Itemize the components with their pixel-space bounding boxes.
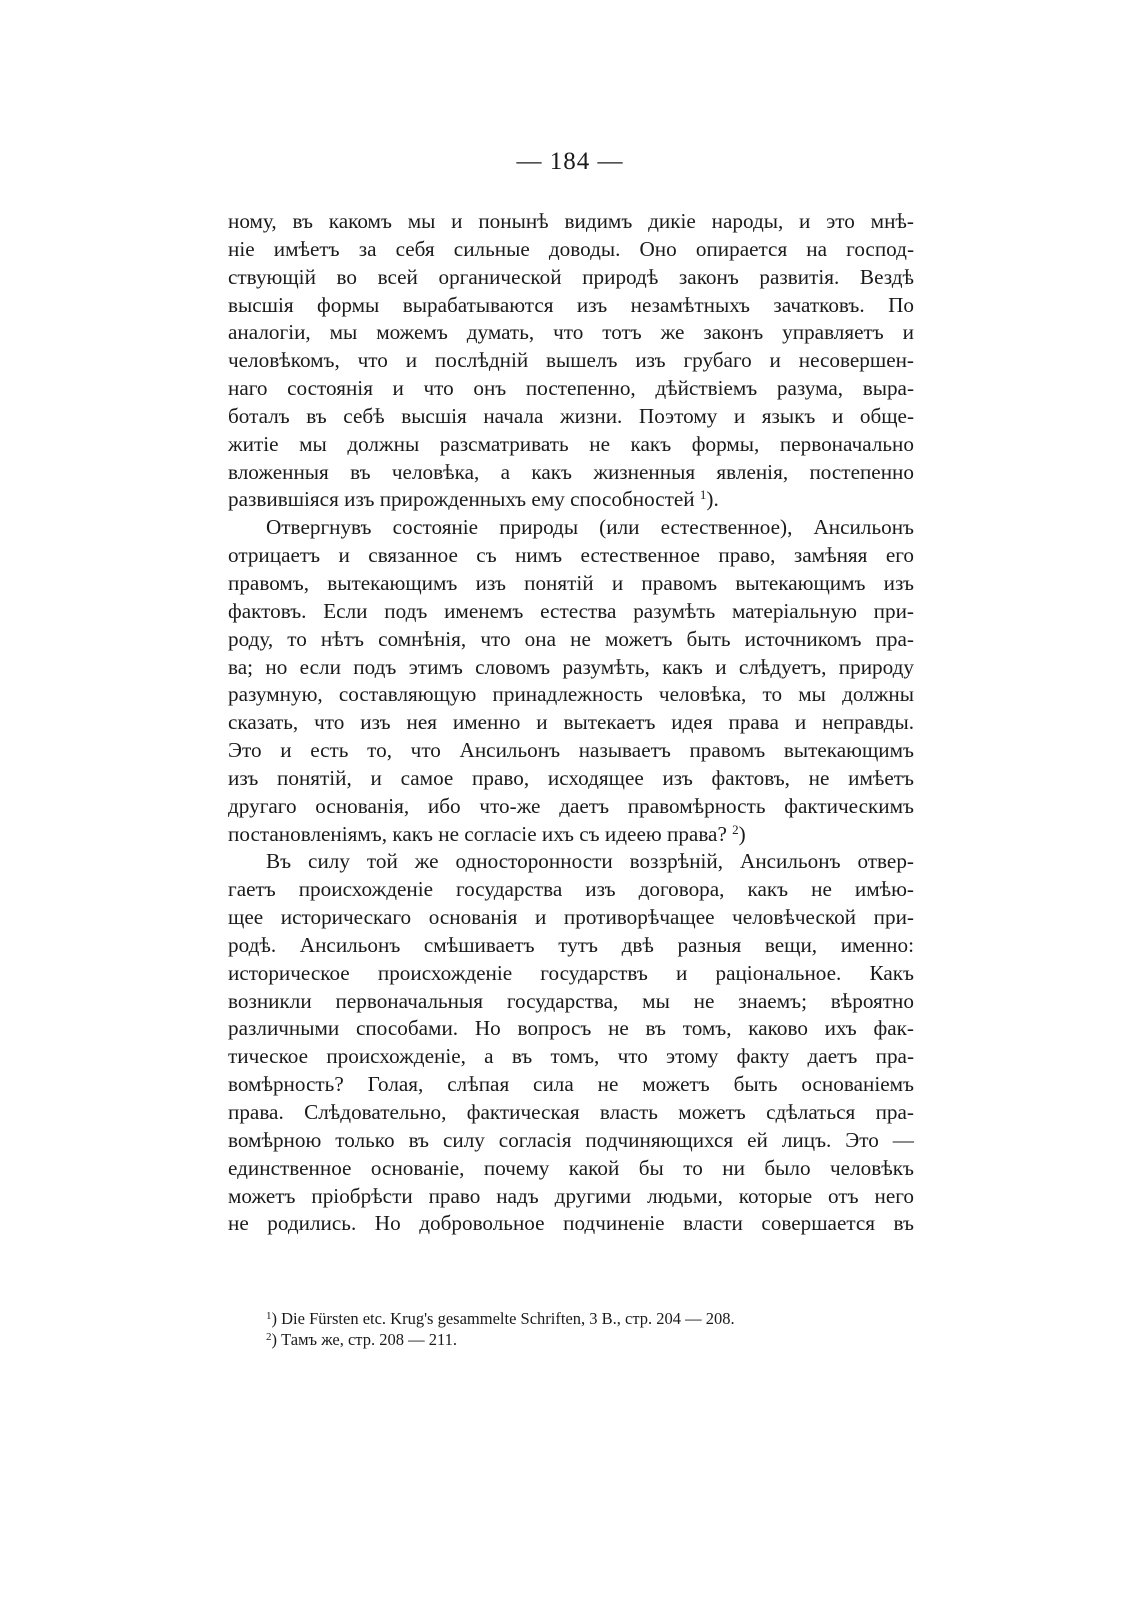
text-line: родѣ. Ансильонъ смѣшиваетъ тутъ двѣ разныя вещи, именно: [228, 932, 914, 957]
page-number: — 184 — [516, 148, 624, 175]
text-line [228, 486, 914, 514]
footnote-ref: 2 [732, 821, 739, 837]
text-line: житіе мы должны разсматривать не какъ формы, первоначально [228, 431, 914, 456]
text-line: ствующій во всей органической природѣ законъ развитія. Вездѣ [228, 264, 914, 289]
text-line: возникли первоначальныя государства, мы не знаемъ; вѣроятно [228, 988, 914, 1013]
line-text-tail: ). [706, 487, 719, 512]
text-line: права. Слѣдовательно, фактическая власть можетъ сдѣлаться пра- [228, 1100, 914, 1124]
text-line: вложенныя въ человѣка, а какъ жизненныя явленія, постепенно [228, 459, 914, 484]
text-line: Это и есть то, что Ансильонъ называетъ правомъ вытекающимъ [228, 738, 914, 763]
text-line: историческое происхожденіе государствъ и раціональное. Какъ [228, 960, 914, 985]
line-text: постановленіямъ, какъ не согласіе ихъ съ идеею права? [228, 821, 727, 846]
footnote [266, 1329, 735, 1350]
text-line: аналогіи, мы можемъ думать, что тотъ же законъ управляетъ и [228, 320, 914, 345]
footnote-mark: 2 [266, 1331, 272, 1343]
text-line [228, 821, 914, 849]
text-line: роду, то нѣтъ сомнѣнія, что она не можетъ быть источникомъ пра- [228, 626, 914, 651]
text-line: правомъ, вытекающимъ изъ понятій и правомъ вытекающимъ изъ [228, 570, 914, 595]
text-line: вомѣрною только въ силу согласія подчиняющихся ей лицъ. Это — [228, 1127, 914, 1152]
body-text [228, 208, 914, 1238]
line-text-tail: ) [738, 821, 746, 846]
text-line: не родились. Но добровольное подчиненіе власти совершается въ [228, 1211, 914, 1236]
footnotes [266, 1308, 735, 1350]
text-line: ному, въ какомъ мы и понынѣ видимъ дикіе народы, и это мнѣ- [228, 209, 914, 233]
text-line: ва; но если подъ этимъ словомъ разумѣть, какъ и слѣдуетъ, природу [228, 654, 914, 679]
text-line: боталъ въ себѣ высшія начала жизни. Поэтому и языкъ и обще- [228, 403, 914, 428]
footnote-ref: 1 [699, 487, 707, 503]
text-line: разумную, составляющую принадлежность человѣка, то мы должны [228, 682, 914, 707]
text-line: высшія формы вырабатываются изъ незамѣтныхъ зачатковъ. По [228, 292, 914, 317]
text-line: единственное основаніе, почему какой бы то ни было человѣкъ [228, 1155, 914, 1180]
footnote-mark: 1 [266, 1310, 272, 1322]
text-line: гаетъ происхожденіе государства изъ договора, какъ не имѣю- [228, 877, 914, 902]
footnote [266, 1308, 735, 1329]
text-line: Отвергнувъ состояніе природы (или естественное), Ансильонъ [266, 515, 914, 540]
text-line: вомѣрность? Голая, слѣпая сила не можетъ быть основаніемъ [228, 1072, 914, 1097]
text-line: Въ силу той же односторонности воззрѣній, Ансильонъ отвер- [266, 849, 914, 874]
text-line: ніе имѣетъ за себя сильные доводы. Оно опирается на господ- [228, 236, 914, 261]
text-line: можетъ пріобрѣсти право надъ другими людьми, которые отъ него [228, 1183, 914, 1208]
text-line: человѣкомъ, что и послѣдній вышелъ изъ грубаго и несовершен- [228, 348, 914, 373]
text-line: различными способами. Но вопросъ не въ томъ, каково ихъ фак- [228, 1016, 914, 1041]
footnote-text: ) Тамъ же, стр. 208 — 211. [271, 1330, 457, 1349]
line-text: развившіяся изъ прирожденныхъ ему способностей [228, 487, 695, 512]
text-line: щее историческаго основанія и противорѣчащее человѣческой при- [228, 905, 914, 930]
text-line: другаго основанія, ибо что-же даетъ правомѣрность фактическимъ [228, 793, 914, 818]
text-line: сказать, что изъ нея именно и вытекаетъ идея права и неправды. [228, 710, 914, 735]
text-line: фактовъ. Если подъ именемъ естества разумѣть матеріальную при- [228, 598, 914, 623]
text-line: тическое происхожденіе, а въ томъ, что этому факту даетъ пра- [228, 1044, 914, 1069]
text-line: отрицаетъ и связанное съ нимъ естественное право, замѣняя его [228, 543, 914, 568]
text-line: наго состоянія и что онъ постепенно, дѣйствіемъ разума, выра- [228, 376, 914, 401]
text-line: изъ понятій, и самое право, исходящее изъ фактовъ, не имѣетъ [228, 765, 914, 790]
footnote-text: ) Die Fürsten etc. Krug's gesammelte Schriften, 3 B., стр. 204 — 208. [271, 1309, 735, 1328]
